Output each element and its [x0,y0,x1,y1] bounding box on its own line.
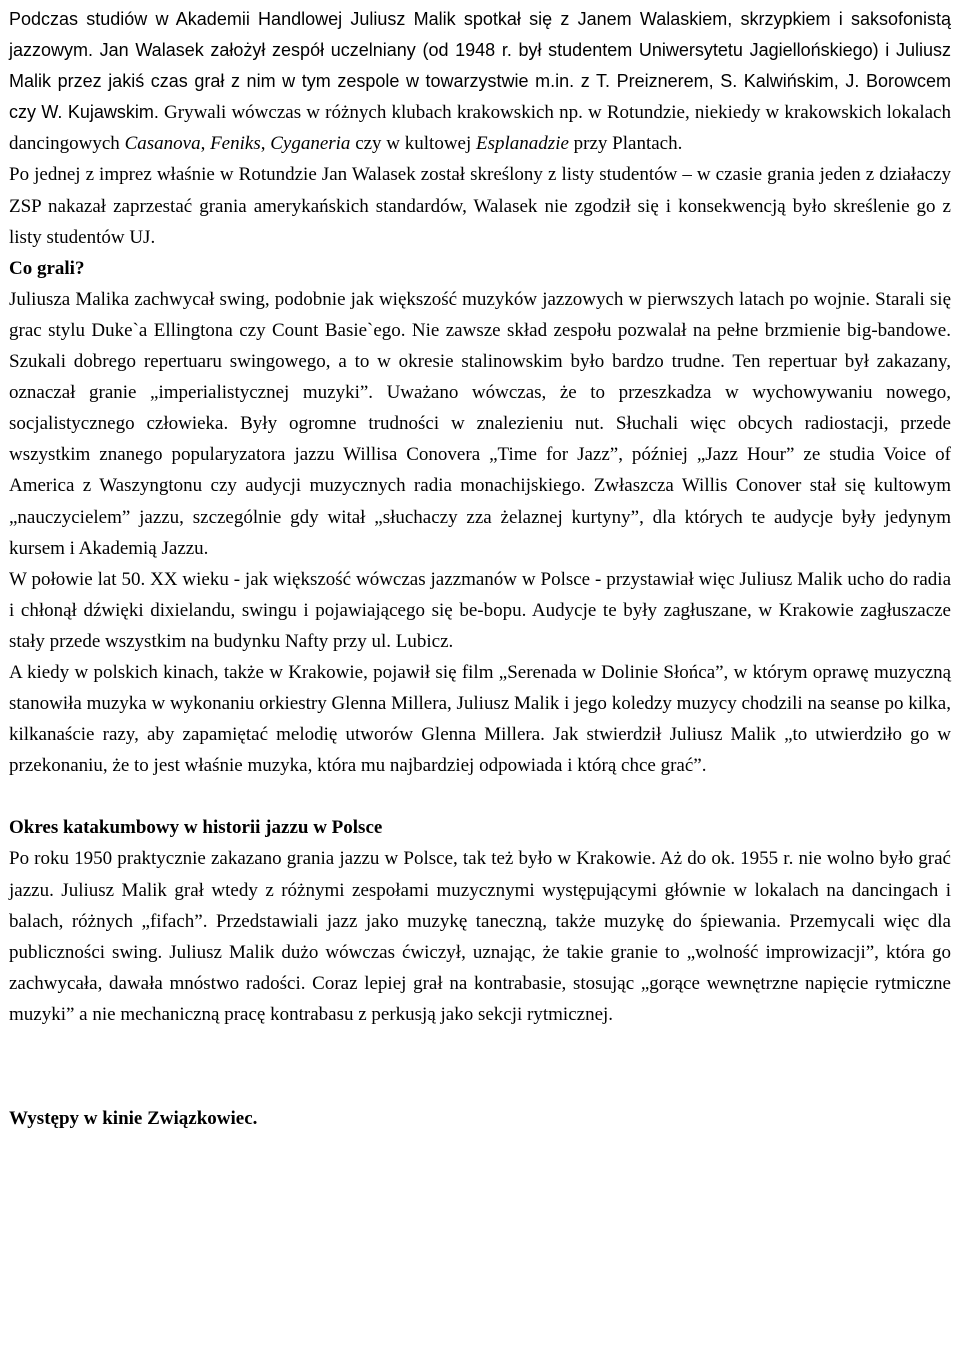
spacer [9,1030,951,1103]
heading-co-grali: Co grali? [9,257,85,279]
venue-feniks: Feniks [210,133,261,155]
venue-casanova: Casanova [124,133,201,155]
paragraph-catacomb-period: Po roku 1950 praktycznie zakazano grania jazzu w Polsce, tak też było w Krakowie. Aż do ok. 1955 r. nie wolno było grać jazzu. Juliusz Malik grał wtedy z różnymi zespołami muzycznymi występującymi głównie w lokalach na dancingach i balach, różnych „fifach”. Przedstawiali jazz jako muzykę taneczną, także muzykę do śpiewania. Przemycali więc dla publiczności swing. Juliusz Malik dużo wówczas ćwiczył, uznając, że takie granie to „wolność improwizacji”, która go zachwycała, dawała mnóstwo radości. Coraz lepiej grał na kontrabasie, stosując „gorące wewnętrzne napięcie rytmiczne muzyki” a nie mechaniczną pracę kontrabasu z perkusją jako sekcji rytmicznej. [9,848,951,1025]
heading-wystepy: Występy w kinie Związkowiec. [9,1108,258,1129]
venue-esplanada: Esplanadzie [476,133,569,155]
paragraph-studies-venues: w Rotundzie, niekiedy w krakowskich lokalach dancingowych [9,102,951,155]
spacer [9,781,951,812]
paragraph-studies [9,4,951,159]
paragraph-swing: Juliusza Malika zachwycał swing, podobnie jak większość muzyków jazzowych w pierwszych latach po wojnie. Starali się grac stylu Duke`a Ellingtona czy Count Basie`ego. Nie zawsze skład zespołu pozwalał na pełne brzmienie big-bandowe. Szukali dobrego repertuaru swingowego, a to w okresie stalinowskim było bardzo trudne. Ten repertuar był zakazany, oznaczał granie „imperialistycznej muzyki”. Uważano wówczas, że to przeszkadza w wychowywaniu nowego, socjalistycznego człowieka. Były ogromne trudności w znalezieniu nut. Słuchali więc obcych radiostacji, przede wszystkim znanego popularyzatora jazzu Willisa Conovera „Time for Jazz”, później „Jazz Hour” ze studia Voice of America z Waszyngtonu czy audycji muzycznych radia monachijskiego. Zwłaszcza Willis Conover stał się kultowym „nauczycielem” jazzu, szczególnie gdy witał „słuchaczy zza żelaznej kurtyny”, dla których te audycje były jedynym kursem i Akademią Jazzu. [9,288,951,559]
paragraph-studies-cont: czy w kultowej [350,133,477,155]
separator: , [260,133,271,155]
venue-cyganeria: Cyganeria [270,133,351,155]
paragraph-studies-end: przy Plantach. [568,133,683,155]
paragraph-film: A kiedy w polskich kinach, także w Krakowie, pojawił się film „Serenada w Dolinie Słońca”, w którym oprawę muzyczną stanowiła muzyka w wykonaniu orkiestry Glenna Millera, Juliusz Malik i jego koledzy muzycy chodzili na seanse po kilka, kilkanaście razy, aby zapamiętać melodię utworów Glenna Millera. Jak stwierdził Juliusz Malik „to utwierdziło go w przekonaniu, że to jest właśnie muzyka, która mu najbardziej odpowiada i którą chce grać”. [9,661,951,777]
separator: , [200,133,211,155]
paragraph-radio: W połowie lat 50. XX wieku - jak większość wówczas jazzmanów w Polsce - przystawiał więc Juliusz Malik ucho do radia i chłonął dźwięki dixielandu, swingu i pojawiającego się be-bopu. Audycje te były zagłuszane, w Krakowie zagłuszacze stały przede wszystkim na budynku Nafty przy ul. Lubicz. [9,568,951,652]
paragraph-studies-lead: Podczas studiów w Akademii Handlowej Juliusz Malik spotkał się z Janem Walaskiem, skrzypkiem i saksofonistą jazzowym. Jan Walasek założył zespół uczelniany (od 1948 r. był studentem Uniwersytetu Jagiellońskiego) i Juliusz Malik przez jakiś czas grał z nim w tym zespole w towarzystwie m.in. z T. Preiznerem, S. Kalwińskim, J. Borowcem czy W. Kujawskim. [9,9,951,123]
heading-okres-katakumbowy: Okres katakumbowy w historii jazzu w Polsce [9,817,383,839]
paragraph-rotunda-incident: Po jednej z imprez właśnie w Rotundzie Jan Walasek został skreślony z listy studentów – w czasie grania jeden z działaczy ZSP nakazał zaprzestać grania amerykańskich standardów, Walasek nie zgodził się i konsekwencją było skreślenie go z listy studentów UJ. [9,164,951,248]
paragraph-studies-clubs: Grywali wówczas w różnych klubach krakowskich np. [158,102,583,124]
